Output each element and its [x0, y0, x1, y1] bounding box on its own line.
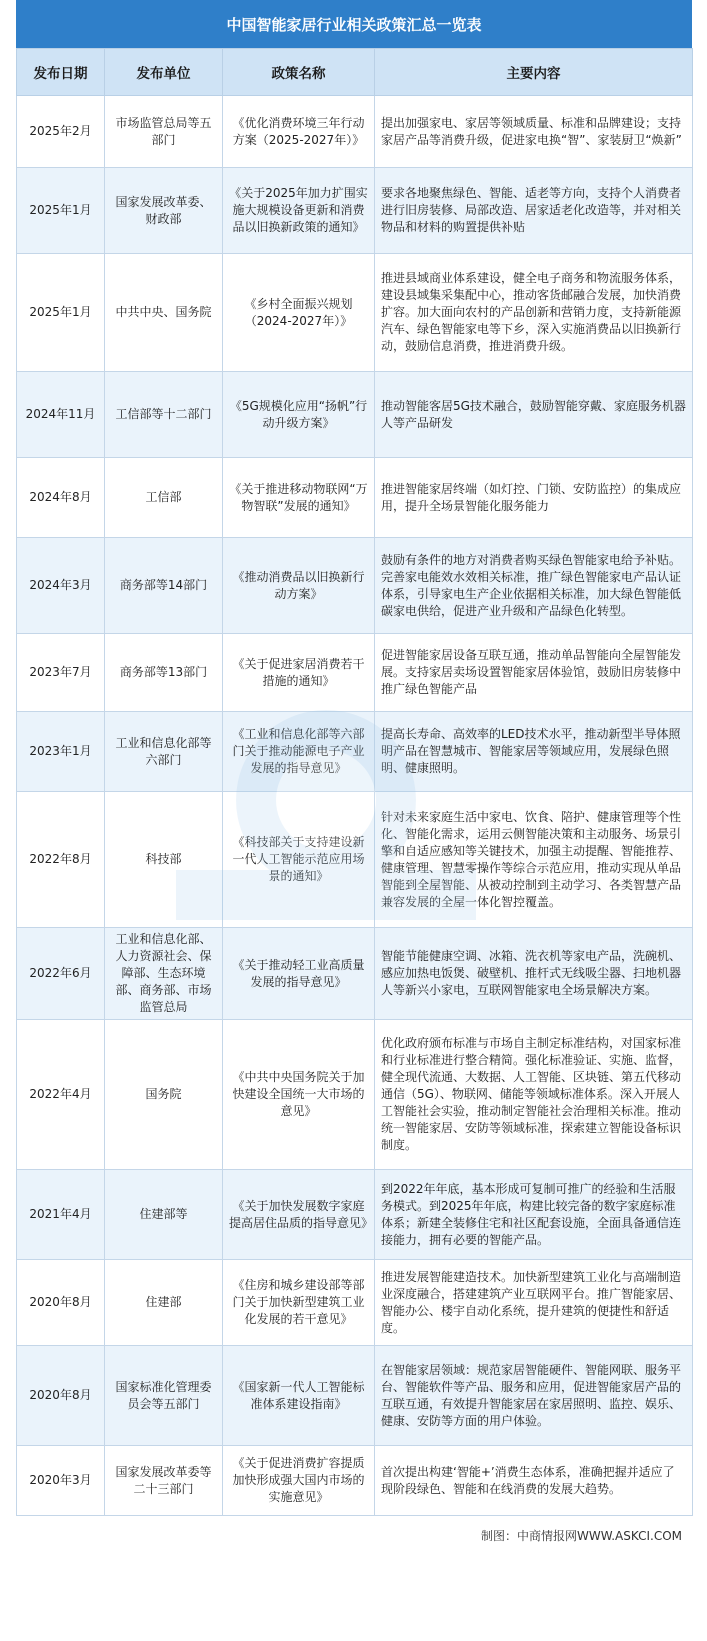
cell-org: 工业和信息化部等六部门 — [105, 712, 223, 792]
cell-org: 国家标准化管理委员会等五部门 — [105, 1346, 223, 1446]
cell-name: 《乡村全面振兴规划（2024-2027年）》 — [223, 254, 375, 372]
cell-name: 《关于促进消费扩容提质加快形成强大国内市场的实施意见》 — [223, 1446, 375, 1516]
cell-org: 国务院 — [105, 1020, 223, 1170]
cell-name: 《中共中央国务院关于加快建设全国统一大市场的意见》 — [223, 1020, 375, 1170]
cell-name: 《关于推进移动物联网“万物智联”发展的通知》 — [223, 458, 375, 538]
cell-org: 工信部等十二部门 — [105, 372, 223, 458]
table-title: 中国智能家居行业相关政策汇总一览表 — [16, 0, 692, 48]
cell-date: 2024年11月 — [17, 372, 105, 458]
cell-org: 工业和信息化部、人力资源社会、保障部、生态环境部、商务部、市场监管总局 — [105, 928, 223, 1020]
cell-content: 针对未来家庭生活中家电、饮食、陪护、健康管理等个性化、智能化需求，运用云侧智能决策和主动服务、场景引擎和自适应感知等关键技术，加强主动提醒、智能推荐、健康管理、智慧零操作等综合示范应用，推动实现从单品智能到全屋智能、从被动控制到主动学习、各类智慧产品兼容发展的全屋一体化智控覆盖。 — [375, 792, 693, 928]
header-row — [17, 49, 693, 96]
table-row — [17, 712, 693, 792]
cell-content: 推进县域商业体系建设，健全电子商务和物流服务体系，建设县域集采集配中心，推动客货邮融合发展，加快消费扩容。加大面向农村的产品创新和营销力度，支持新能源汽车、绿色智能家电等下乡，深入实施消费品以旧换新行动，鼓励信息消费，推进消费升级。 — [375, 254, 693, 372]
cell-content: 推进智能家居终端（如灯控、门锁、安防监控）的集成应用，提升全场景智能化服务能力 — [375, 458, 693, 538]
cell-date: 2022年6月 — [17, 928, 105, 1020]
cell-date: 2025年1月 — [17, 168, 105, 254]
table-row — [17, 372, 693, 458]
cell-name: 《科技部关于支持建设新一代人工智能示范应用场景的通知》 — [223, 792, 375, 928]
cell-org: 国家发展改革委等二十三部门 — [105, 1446, 223, 1516]
table-row — [17, 1170, 693, 1260]
table-row — [17, 928, 693, 1020]
cell-content: 要求各地聚焦绿色、智能、适老等方向，支持个人消费者进行旧房装修、局部改造、居家适老化改造等，并对相关物品和材料的购置提供补贴 — [375, 168, 693, 254]
cell-date: 2020年8月 — [17, 1346, 105, 1446]
cell-date: 2025年2月 — [17, 96, 105, 168]
cell-content: 鼓励有条件的地方对消费者购买绿色智能家电给予补贴。完善家电能效水效相关标准，推广绿色智能家电产品认证体系，引导家电生产企业依据相关标准，加大绿色智能低碳家电供给，促进产业升级和产品绿色化转型。 — [375, 538, 693, 634]
cell-name: 《国家新一代人工智能标准体系建设指南》 — [223, 1346, 375, 1446]
table-row — [17, 538, 693, 634]
cell-name: 《优化消费环境三年行动方案（2025-2027年）》 — [223, 96, 375, 168]
cell-content: 智能节能健康空调、冰箱、洗衣机等家电产品，洗碗机、感应加热电饭煲、破壁机、推杆式无线吸尘器、扫地机器人等新兴小家电，互联网智能家电全场景解决方案。 — [375, 928, 693, 1020]
cell-date: 2024年3月 — [17, 538, 105, 634]
cell-content: 推动智能客居5G技术融合，鼓励智能穿戴、家庭服务机器人等产品研发 — [375, 372, 693, 458]
cell-org: 科技部 — [105, 792, 223, 928]
cell-name: 《5G规模化应用“扬帆”行动升级方案》 — [223, 372, 375, 458]
header-content: 主要内容 — [375, 49, 693, 96]
cell-org: 住建部等 — [105, 1170, 223, 1260]
cell-name: 《关于推动轻工业高质量发展的指导意见》 — [223, 928, 375, 1020]
cell-org: 中共中央、国务院 — [105, 254, 223, 372]
table-row — [17, 168, 693, 254]
table-row — [17, 1446, 693, 1516]
header-org: 发布单位 — [105, 49, 223, 96]
table-row — [17, 1346, 693, 1446]
table-row — [17, 254, 693, 372]
table-row — [17, 1260, 693, 1346]
cell-date: 2023年1月 — [17, 712, 105, 792]
cell-date: 2020年8月 — [17, 1260, 105, 1346]
cell-content: 首次提出构建‘智能+’消费生态体系，准确把握并适应了现阶段绿色、智能和在线消费的发展大趋势。 — [375, 1446, 693, 1516]
policy-table — [16, 48, 693, 1516]
table-row — [17, 1020, 693, 1170]
header-policy-name: 政策名称 — [223, 49, 375, 96]
header-date: 发布日期 — [17, 49, 105, 96]
cell-name: 《推动消费品以旧换新行动方案》 — [223, 538, 375, 634]
cell-date: 2022年8月 — [17, 792, 105, 928]
table-row — [17, 634, 693, 712]
cell-content: 促进智能家居设备互联互通，推动单品智能向全屋智能发展。支持家居卖场设置智能家居体验馆，鼓励旧房装修中推广绿色智能产品 — [375, 634, 693, 712]
cell-name: 《关于加快发展数字家庭提高居住品质的指导意见》 — [223, 1170, 375, 1260]
cell-content: 提出加强家电、家居等领域质量、标准和品牌建设；支持家居产品等消费升级，促进家电换“智”、家装厨卫“焕新” — [375, 96, 693, 168]
source-credit: 制图：中商情报网WWW.ASKCI.COM — [481, 1528, 682, 1543]
cell-date: 2021年4月 — [17, 1170, 105, 1260]
cell-content: 到2022年年底，基本形成可复制可推广的经验和生活服务模式。到2025年年底，构建比较完备的数字家庭标准体系；新建全装修住宅和社区配套设施，全面具备通信连接能力，拥有必要的智能产品。 — [375, 1170, 693, 1260]
cell-content: 优化政府颁布标准与市场自主制定标准结构，对国家标准和行业标准进行整合精简。强化标准验证、实施、监督，健全现代流通、大数据、人工智能、区块链、第五代移动通信（5G）、物联网、储能等领域标准体系。深入开展人工智能社会实验，推动制定智能社会治理相关标准。推动统一智能家居、安防等领域标准，探索建立智能设备标识制度。 — [375, 1020, 693, 1170]
cell-org: 住建部 — [105, 1260, 223, 1346]
cell-org: 商务部等13部门 — [105, 634, 223, 712]
table-row — [17, 458, 693, 538]
table-row — [17, 96, 693, 168]
cell-org: 市场监管总局等五部门 — [105, 96, 223, 168]
cell-name: 《关于2025年加力扩围实施大规模设备更新和消费品以旧换新政策的通知》 — [223, 168, 375, 254]
cell-date: 2022年4月 — [17, 1020, 105, 1170]
cell-name: 《住房和城乡建设部等部门关于加快新型建筑工业化发展的若干意见》 — [223, 1260, 375, 1346]
table-row — [17, 792, 693, 928]
cell-org: 工信部 — [105, 458, 223, 538]
cell-date: 2020年3月 — [17, 1446, 105, 1516]
policy-table-container — [16, 0, 692, 1554]
cell-content: 提高长寿命、高效率的LED技术水平，推动新型半导体照明产品在智慧城市、智能家居等领域应用，发展绿色照明、健康照明。 — [375, 712, 693, 792]
cell-content: 在智能家居领域：规范家居智能硬件、智能网联、服务平台、智能软件等产品、服务和应用，促进智能家居产品的互联互通，有效提升智能家居在家居照明、监控、娱乐、健康、安防等方面的用户体验。 — [375, 1346, 693, 1446]
table-body — [17, 96, 693, 1516]
cell-date: 2024年8月 — [17, 458, 105, 538]
cell-date: 2025年1月 — [17, 254, 105, 372]
cell-name: 《关于促进家居消费若干措施的通知》 — [223, 634, 375, 712]
cell-org: 商务部等14部门 — [105, 538, 223, 634]
cell-date: 2023年7月 — [17, 634, 105, 712]
cell-org: 国家发展改革委、财政部 — [105, 168, 223, 254]
cell-content: 推进发展智能建造技术。加快新型建筑工业化与高端制造业深度融合，搭建建筑产业互联网平台。推广智能家居、智能办公、楼宇自动化系统，提升建筑的便捷性和舒适度。 — [375, 1260, 693, 1346]
cell-name: 《工业和信息化部等六部门关于推动能源电子产业发展的指导意见》 — [223, 712, 375, 792]
